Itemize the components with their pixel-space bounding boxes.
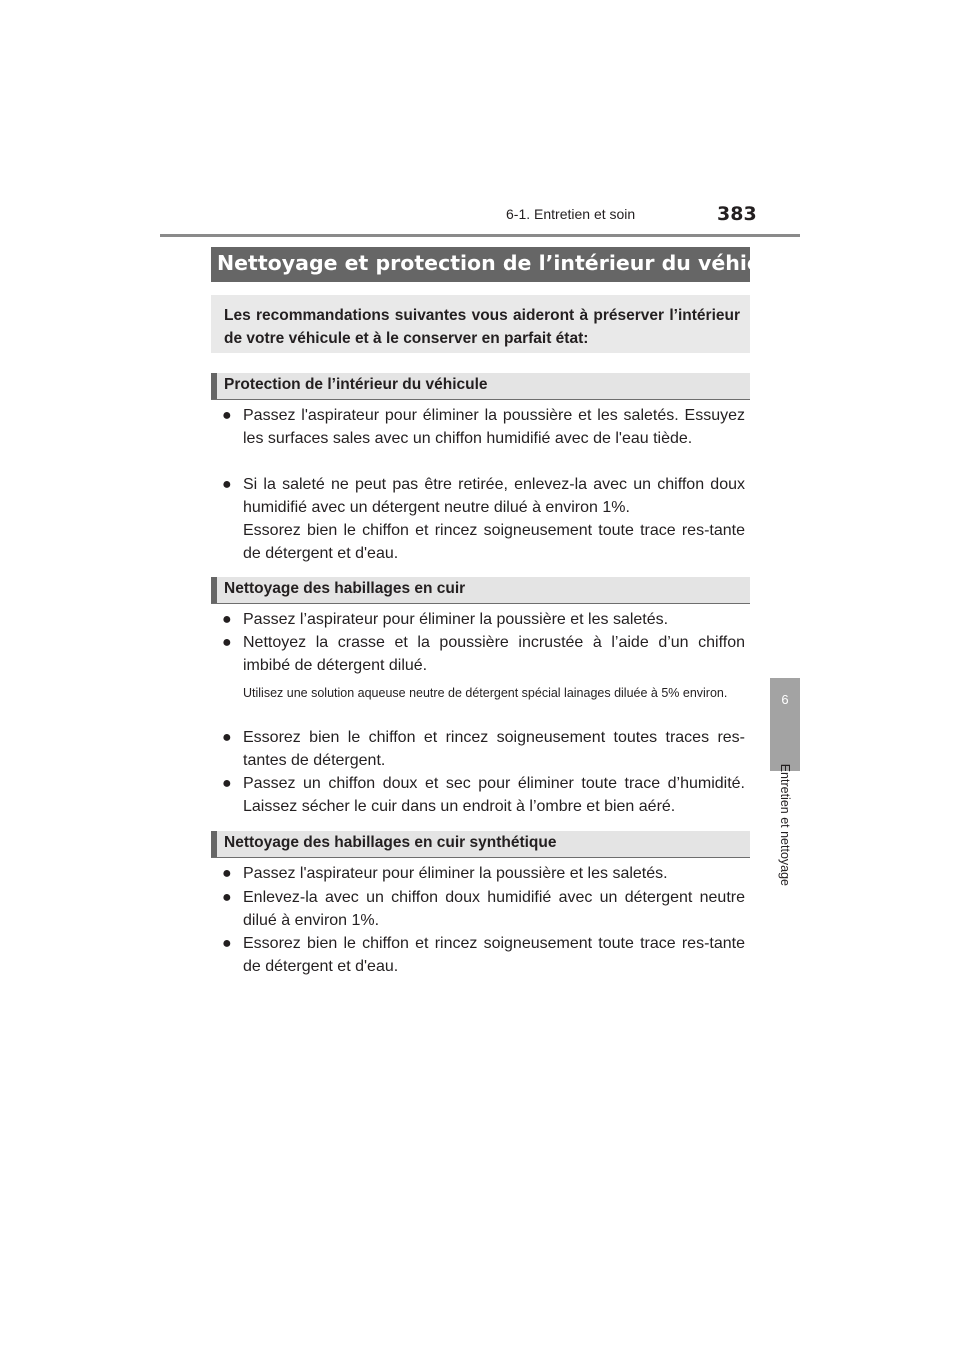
page-number: 383 [717,203,757,225]
list-item: Passez un chiffon doux et sec pour éliminer toute trace d’humidité. Laissez sécher le cuir dans un endroit à l’ombre et bien aéré. [243,775,745,815]
bullet-icon: ● [222,634,232,651]
bullet-icon: ● [222,729,232,746]
header-section-title: 6-1. Entretien et soin [506,206,636,222]
list-item: Nettoyez la crasse et la poussière incrustée à l’aide d’un chiffon imbibé de détergent dilué. [243,634,745,674]
intro-text: Les recommandations suivantes vous aideront à préserver l’intérieur de votre véhicule et à le conserver en parfait état: [224,307,740,347]
list-item: Passez l’aspirateur pour éliminer la poussière et les saletés. [243,611,669,628]
section-heading-bar [211,577,750,604]
section-heading: Protection de l’intérieur du véhicule [224,376,488,393]
list-item: Passez l'aspirateur pour éliminer la poussière et les saletés. Essuyez les surfaces sales avec un chiffon humidifié avec de l'eau tiède. [243,407,745,447]
list-item-continuation: Essorez bien le chiffon et rincez soigneusement toute trace res-tante de détergent et d'eau. [243,522,745,562]
bullet-icon: ● [222,407,232,424]
bullet-icon: ● [222,611,232,628]
bullet-icon: ● [222,775,232,792]
note-text: Utilisez une solution aqueuse neutre de détergent spécial lainages diluée à 5% environ. [243,686,728,700]
section-heading-bar [211,373,750,400]
list-item: Enlevez-la avec un chiffon doux humidifié avec un détergent neutre dilué à environ 1%. [243,889,745,929]
bullet-icon: ● [222,865,232,882]
page-title: Nettoyage et protection de l’intérieur du véhicule [217,251,795,275]
list-item: Essorez bien le chiffon et rincez soigneusement toute trace res-tante de détergent et d'eau. [243,935,745,975]
list-item: Si la saleté ne peut pas être retirée, enlevez-la avec un chiffon doux humidifié avec un détergent neutre dilué à environ 1%. [243,476,745,516]
bullet-icon: ● [222,935,232,952]
bullet-icon: ● [222,889,232,906]
section-heading: Nettoyage des habillages en cuir synthétique [224,834,557,851]
list-item: Passez l'aspirateur pour éliminer la poussière et les saletés. [243,865,668,882]
bullet-icon: ● [222,476,232,493]
list-item: Essorez bien le chiffon et rincez soigneusement toutes traces res-tantes de détergent. [243,729,745,769]
header-divider [160,234,800,237]
chapter-tab-label: Entretien et nettoyage [778,763,792,886]
section-heading: Nettoyage des habillages en cuir [224,580,466,597]
chapter-tab-number: 6 [781,692,789,707]
section-heading-bar [211,831,750,858]
